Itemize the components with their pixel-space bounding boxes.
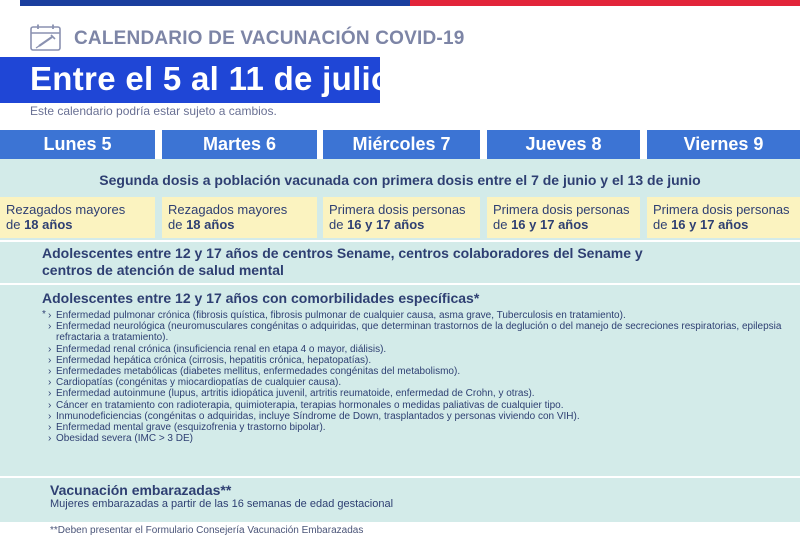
- day-group-age: 16 y 17 años: [347, 217, 425, 232]
- day-header-friday: Viernes 9: [647, 130, 800, 159]
- day-group-friday: [647, 197, 800, 238]
- day-group-label: Primera dosis personas: [493, 202, 630, 217]
- list-item: › Enfermedad pulmonar crónica (fibrosis quística, fibrosis pulmonar de cualquier causa, asma grave, Tuberculosis en tratamiento).: [48, 310, 788, 321]
- top-flag-bar: [0, 0, 800, 7]
- pregnant-title: Vacunación embarazadas**: [50, 482, 232, 498]
- day-group-label: Rezagados mayores: [168, 202, 288, 217]
- sename-line-2: centros de atención de salud mental: [42, 262, 284, 278]
- list-item: › Enfermedad renal crónica (insuficiencia renal en etapa 4 o mayor, diálisis).: [48, 344, 788, 355]
- list-item: › Enfermedad neurológica (neuromusculares congénitas o adquiridas, que determinan trastornos de la deglución o del manejo de secreciones respiratorias, epilepsia refractaria a tratamiento).: [48, 321, 788, 343]
- day-group-age: 16 y 17 años: [671, 217, 749, 232]
- second-dose-row: Segunda dosis a población vacunada con primera dosis entre el 7 de junio y el 13 de junio: [99, 172, 701, 188]
- page-title: CALENDARIO DE VACUNACIÓN COVID-19: [74, 28, 465, 49]
- list-item: › Enfermedad autoinmune (lupus, artritis idiopática juvenil, artritis reumatoide, enfermedad de Crohn, y otras).: [48, 388, 788, 399]
- day-group-label: Primera dosis personas: [653, 202, 790, 217]
- day-group-wednesday: [323, 197, 480, 238]
- day-group-age: 18 años: [186, 217, 235, 232]
- list-item: › Enfermedad hepática crónica (cirrosis, hepatitis crónica, hepatopatías).: [48, 355, 788, 366]
- list-item: › Enfermedad mental grave (esquizofrenia y trastorno bipolar).: [48, 422, 788, 433]
- pregnant-subtitle: Mujeres embarazadas a partir de las 16 semanas de edad gestacional: [50, 498, 394, 510]
- date-range-banner: [0, 57, 392, 103]
- day-group-prefix: de: [493, 217, 512, 232]
- row-divider: [0, 283, 800, 285]
- comorbidities-marker: *: [42, 309, 46, 320]
- day-group-thursday: [487, 197, 640, 238]
- day-header-wednesday: Miércoles 7: [323, 130, 480, 159]
- day-header-monday: Lunes 5: [0, 130, 155, 159]
- day-group-label: Primera dosis personas: [329, 202, 466, 217]
- comorbidities-title: Adolescentes entre 12 y 17 años con comorbilidades específicas*: [42, 290, 480, 306]
- day-group-age: 18 años: [24, 217, 73, 232]
- day-group-prefix: de: [653, 217, 672, 232]
- day-group-age: 16 y 17 años: [511, 217, 589, 232]
- day-group-tuesday: [162, 197, 317, 238]
- list-item: › Cáncer en tratamiento con radioterapia, quimioterapia, terapias hormonales o medidas paliativas de cualquier tipo.: [48, 400, 788, 411]
- date-range-text: Entre el 5 al 11 de julio: [30, 60, 392, 97]
- list-item: › Inmunodeficiencias (congénitas o adquiridas, incluye Síndrome de Down, trasplantados y personas viviendo con VIH).: [48, 411, 788, 422]
- row-divider: [0, 476, 800, 478]
- comorbidities-list: [48, 310, 788, 444]
- disclaimer-note: Este calendario podría estar sujeto a cambios.: [30, 104, 277, 118]
- calendar-syringe-icon: [30, 24, 62, 51]
- footnote: **Deben presentar el Formulario Consejería Vacunación Embarazadas: [50, 525, 364, 536]
- list-item: › Enfermedades metabólicas (diabetes mellitus, enfermedades congénitas del metabolismo).: [48, 366, 788, 377]
- list-item: › Cardiopatías (congénitas y miocardiopatías de cualquier causa).: [48, 377, 788, 388]
- flag-red-stripe: [410, 0, 800, 6]
- weekday-header-row: [0, 130, 800, 159]
- day-group-prefix: de: [168, 217, 187, 232]
- day-group-label: Rezagados mayores: [6, 202, 126, 217]
- day-group-prefix: de: [329, 217, 348, 232]
- day-header-tuesday: Martes 6: [162, 130, 317, 159]
- day-header-thursday: Jueves 8: [487, 130, 640, 159]
- day-group-monday: [0, 197, 155, 238]
- flag-blue-stripe: [20, 0, 410, 6]
- row-divider: [0, 240, 800, 242]
- sename-line-1: Adolescentes entre 12 y 17 años de centros Sename, centros colaboradores del Sename y: [42, 245, 643, 261]
- day-group-prefix: de: [6, 217, 25, 232]
- list-item: › Obesidad severa (IMC > 3 DE): [48, 433, 788, 444]
- sename-group: [42, 245, 643, 279]
